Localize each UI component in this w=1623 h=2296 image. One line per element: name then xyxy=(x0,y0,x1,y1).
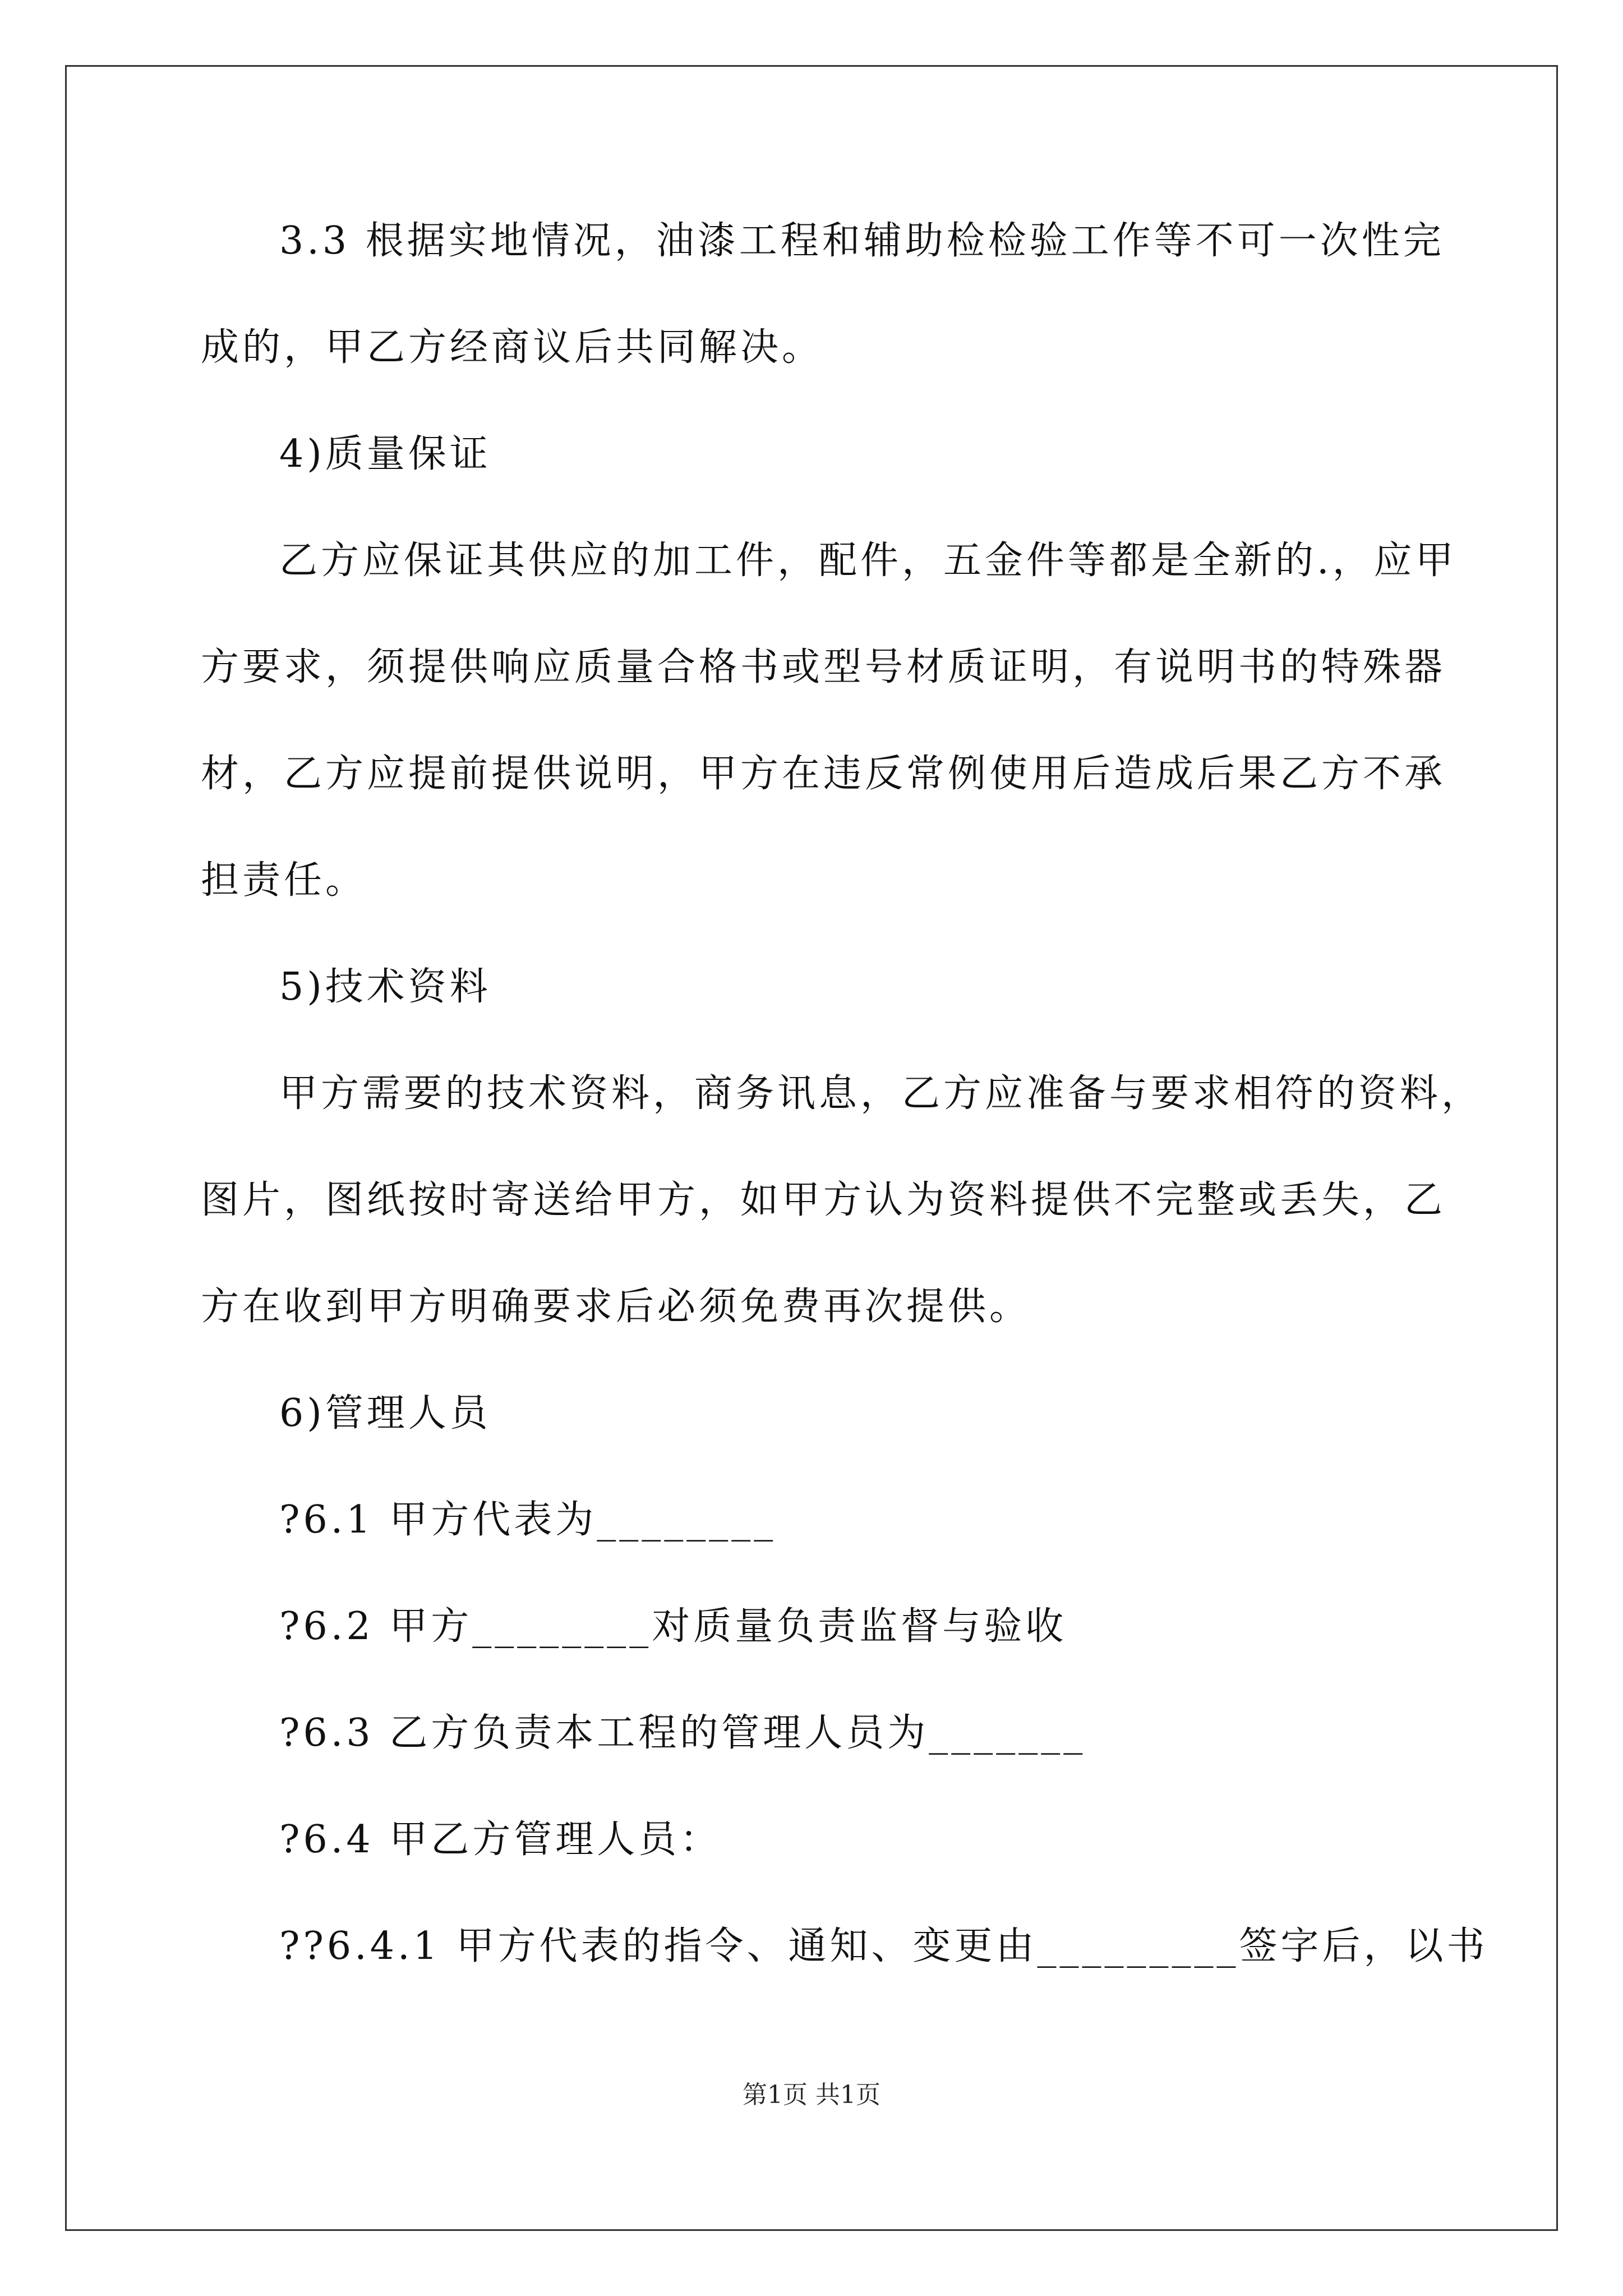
paragraph-line: ?6.1 甲方代表为________ xyxy=(279,1498,777,1542)
paragraph-line: ??6.4.1 甲方代表的指令、通知、变更由_________签字后，以书 xyxy=(279,1924,1488,1968)
paragraph-line: 材，乙方应提前提供说明，甲方在违反常例使用后造成后果乙方不承 xyxy=(201,752,1446,796)
paragraph-line: ?6.4 甲乙方管理人员： xyxy=(279,1818,722,1862)
paragraph-line: 方在收到甲方明确要求后必须免费再次提供。 xyxy=(201,1285,1031,1329)
paragraph-line: 成的，甲乙方经商议后共同解决。 xyxy=(201,325,824,370)
section-heading: 5)技术资料 xyxy=(279,965,491,1009)
paragraph-line: 方要求，须提供响应质量合格书或型号材质证明，有说明书的特殊器 xyxy=(201,645,1446,689)
section-heading: 4)质量保证 xyxy=(279,432,491,476)
paragraph-line: ?6.3 乙方负责本工程的管理人员为_______ xyxy=(279,1711,1086,1755)
paragraph-line: ?6.2 甲方________对质量负责监督与验收 xyxy=(279,1604,1067,1649)
paragraph-line: 3.3 根据实地情况，油漆工程和辅助检检验工作等不可一次性完 xyxy=(279,219,1445,263)
page-border xyxy=(65,65,1558,2231)
page-footer: 第1页 共1页 xyxy=(743,2081,880,2109)
paragraph-line: 担责任。 xyxy=(201,858,367,903)
paragraph-line: 图片，图纸按时寄送给甲方，如甲方认为资料提供不完整或丢失，乙 xyxy=(201,1178,1446,1222)
paragraph-line: 乙方应保证其供应的加工件，配件，五金件等都是全新的.，应甲 xyxy=(279,539,1457,583)
paragraph-line: 甲方需要的技术资料，商务讯息，乙方应准备与要求相符的资料， xyxy=(279,1071,1483,1116)
section-heading: 6)管理人员 xyxy=(279,1391,491,1435)
